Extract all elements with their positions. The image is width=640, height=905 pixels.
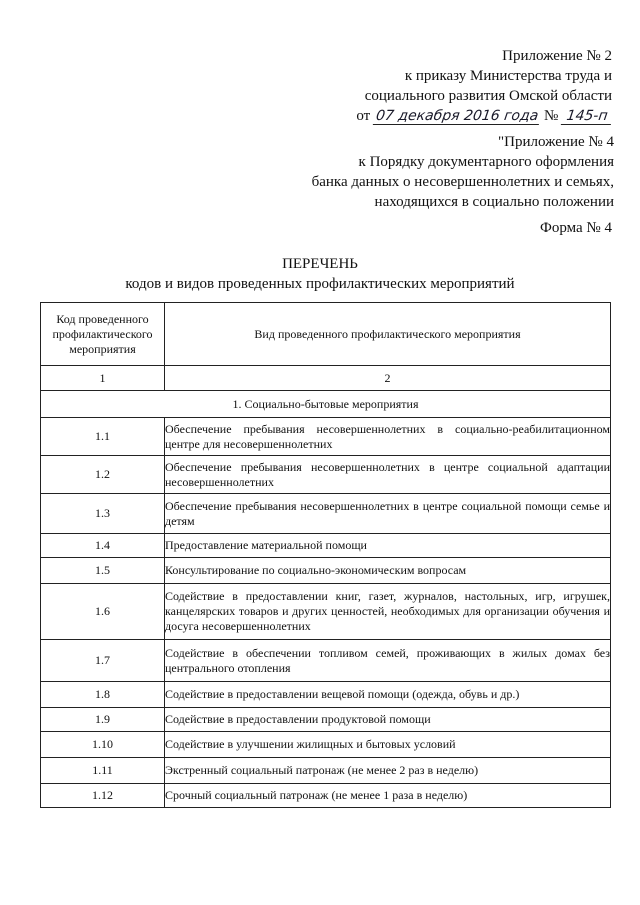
row-code: 1.5 (41, 558, 165, 584)
row-description: Обеспечение пребывания несовершеннолетних в социально-реабилитационном центре для несовершеннолетних (165, 418, 611, 456)
row-code: 1.6 (41, 584, 165, 640)
title-subtitle: кодов и видов проведенных профилактических мероприятий (125, 276, 515, 292)
row-description: Предоставление материальной помощи (165, 534, 611, 558)
table-row (41, 584, 611, 640)
row-description: Экстренный социальный патронаж (не менее 2 раз в неделю) (165, 758, 611, 784)
date-prefix: от (356, 108, 371, 124)
row-description: Срочный социальный патронаж (не менее 1 раза в неделю) (165, 784, 611, 808)
row-description: Обеспечение пребывания несовершеннолетних в центре социальной помощи семье и детям (165, 494, 611, 534)
number-sign: № (543, 108, 559, 124)
row-description: Обеспечение пребывания несовершеннолетних в центре социальной адаптации несовершеннолетних (165, 456, 611, 494)
order-date-line (356, 106, 612, 126)
row-description: Содействие в предоставлении книг, газет, журналов, настольных, игр, игрушек, канцелярских товаров и других ценностей, необходимых для организации обучения и досуга несовершеннолетних (165, 584, 611, 640)
appendix-4-line-2: банка данных о несовершеннолетних и семьях, (311, 174, 614, 190)
table-row (41, 682, 611, 708)
row-description: Консультирование по социально-экономическим вопросам (165, 558, 611, 584)
document-title (0, 254, 640, 294)
row-code: 1.9 (41, 708, 165, 732)
form-number: Форма № 4 (540, 220, 612, 236)
section-row (41, 391, 611, 418)
table-row (41, 418, 611, 456)
column-header-type: Вид проведенного профилактического мероприятия (165, 303, 611, 366)
row-code: 1.8 (41, 682, 165, 708)
appendix-4-header (254, 132, 614, 212)
row-code: 1.11 (41, 758, 165, 784)
appendix-4-title: "Приложение № 4 (498, 134, 614, 150)
appendix-2-line-2: социального развития Омской области (364, 88, 612, 104)
row-code: 1.3 (41, 494, 165, 534)
row-code: 1.2 (41, 456, 165, 494)
row-description: Содействие в обеспечении топливом семей, проживающих в жилых домах без центрального отопления (165, 640, 611, 682)
table-row (41, 708, 611, 732)
handwritten-order-number: 145-п (561, 108, 613, 125)
table-row (41, 784, 611, 808)
title-main: ПЕРЕЧЕНЬ (282, 256, 358, 272)
row-description: Содействие в предоставлении вещевой помощи (одежда, обувь и др.) (165, 682, 611, 708)
column-number-row (41, 366, 611, 391)
column-number-1: 1 (41, 366, 165, 391)
row-description: Содействие в улучшении жилищных и бытовых условий (165, 732, 611, 758)
section-title: 1. Социально-бытовые мероприятия (41, 391, 611, 418)
table-row (41, 758, 611, 784)
appendix-2-title: Приложение № 2 (502, 48, 612, 64)
appendix-4-line-1: к Порядку документарного оформления (358, 154, 614, 170)
table-row (41, 494, 611, 534)
row-code: 1.4 (41, 534, 165, 558)
appendix-4-line-3: находящихся в социально положении (374, 194, 614, 210)
column-number-2: 2 (165, 366, 611, 391)
row-description: Содействие в предоставлении продуктовой помощи (165, 708, 611, 732)
row-code: 1.10 (41, 732, 165, 758)
handwritten-date: 07 декабря 2016 года (373, 108, 542, 125)
table-row (41, 732, 611, 758)
measures-table (40, 302, 611, 808)
appendix-2-line-1: к приказу Министерства труда и (404, 68, 612, 84)
column-header-code: Код проведенного профилактического мероприятия (41, 303, 165, 366)
row-code: 1.7 (41, 640, 165, 682)
table-row (41, 534, 611, 558)
table-row (41, 558, 611, 584)
table-header-row (41, 303, 611, 366)
appendix-2-header (272, 46, 612, 126)
row-code: 1.1 (41, 418, 165, 456)
table-row (41, 640, 611, 682)
row-code: 1.12 (41, 784, 165, 808)
table-row (41, 456, 611, 494)
